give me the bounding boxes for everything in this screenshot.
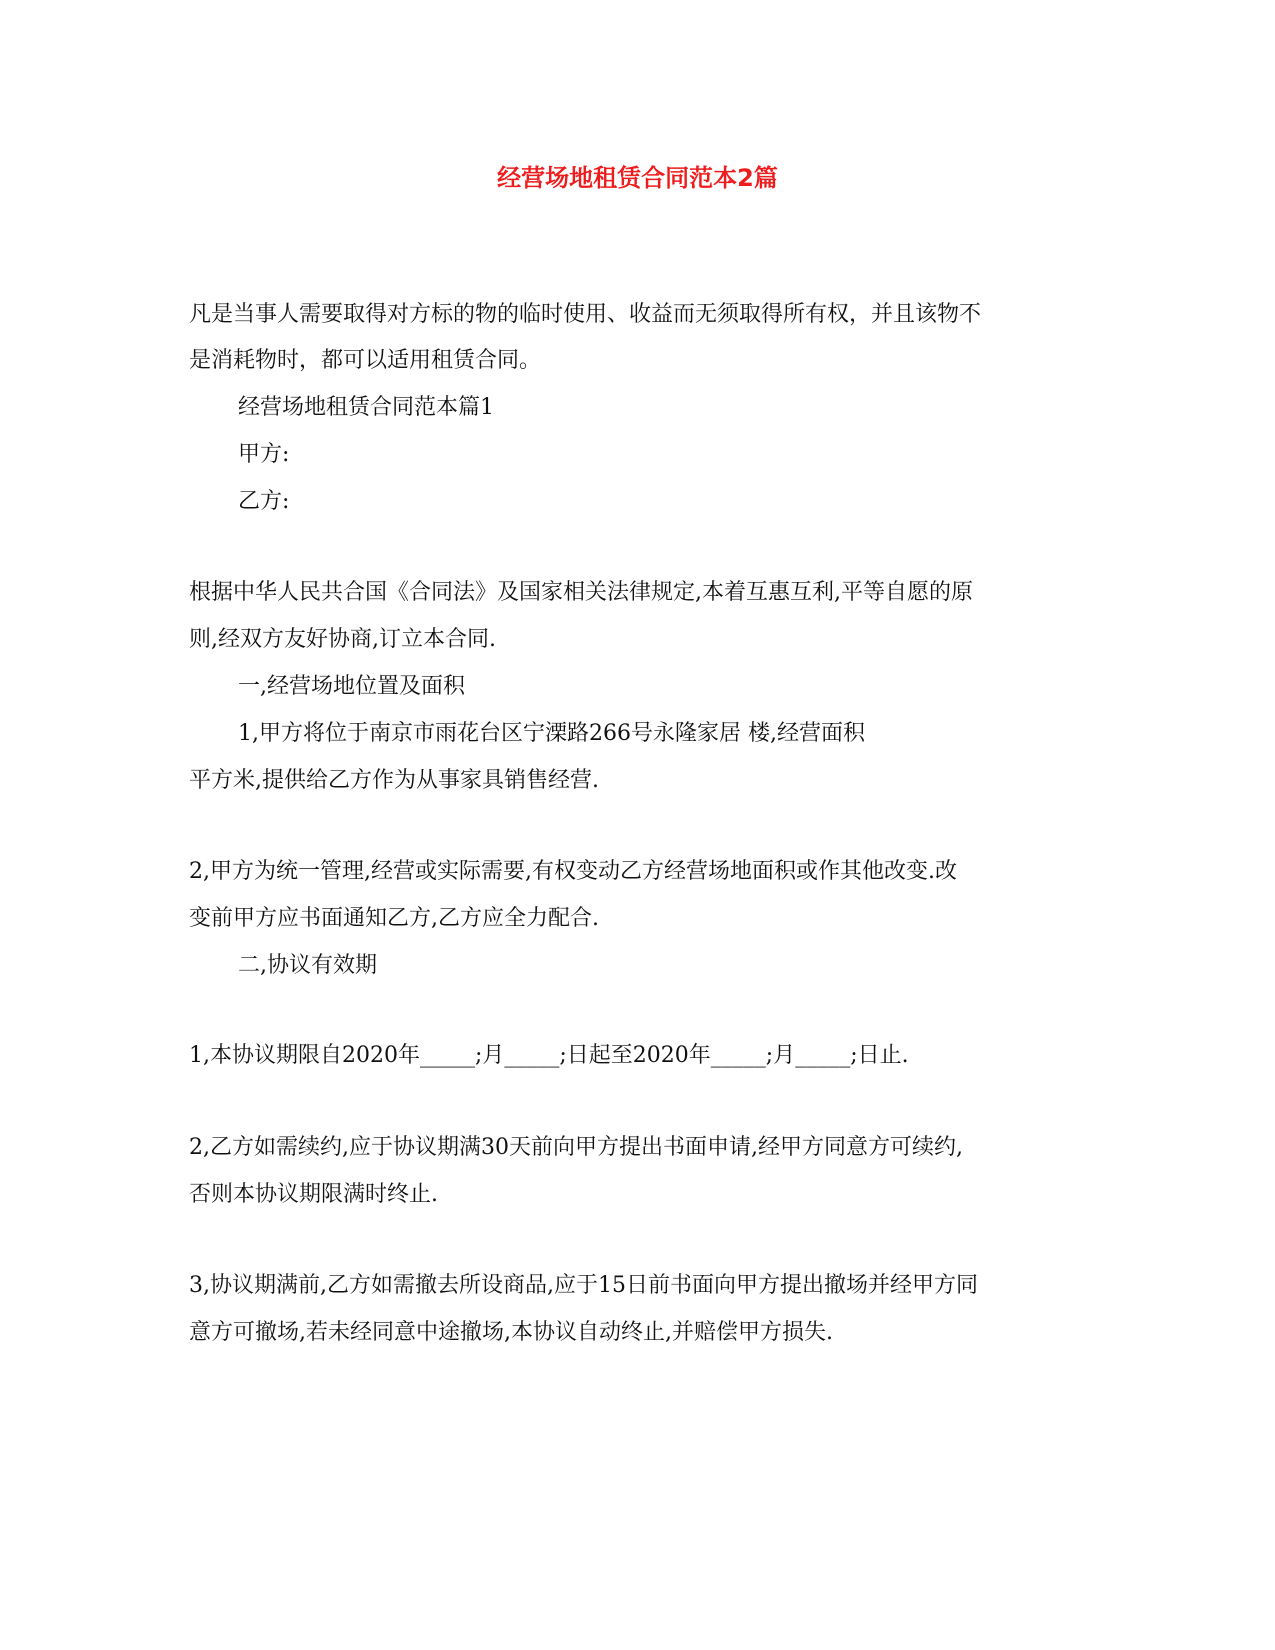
- article2-item3-line-1: 3,协议期满前,乙方如需撤去所设商品,应于15日前书面向甲方提出撤场并经甲方同: [189, 1273, 978, 1298]
- article2-item1: 1,本协议期限自2020年_____;月_____;日起至2020年_____;月_____;日止.: [189, 1043, 909, 1068]
- article2-item2-line-2: 否则本协议期限满时终止.: [189, 1182, 438, 1207]
- article1-item1-line-1: 1,甲方将位于南京市雨花台区宁溧路266号永隆家居 楼,经营面积: [238, 721, 865, 746]
- intro-line-1: 凡是当事人需要取得对方标的物的临时使用、收益而无须取得所有权，并且该物不: [189, 302, 982, 327]
- article1-item2-line-2: 变前甲方应书面通知乙方,乙方应全力配合.: [189, 906, 599, 931]
- preamble-line-1: 根据中华人民共合国《合同法》及国家相关法律规定,本着互惠互利,平等自愿的原: [189, 580, 973, 605]
- party-a-label: 甲方:: [238, 442, 290, 467]
- preamble-line-2: 则,经双方友好协商,订立本合同.: [189, 627, 496, 652]
- article1-item1-line-2: 平方米,提供给乙方作为从事家具销售经营.: [189, 768, 599, 793]
- article2-heading: 二,协议有效期: [238, 953, 377, 978]
- document-title: 经营场地租赁合同范本2篇: [497, 164, 778, 192]
- article1-item2-line-1: 2,甲方为统一管理,经营或实际需要,有权变动乙方经营场地面积或作其他改变.改: [189, 859, 957, 884]
- section-heading: 经营场地租赁合同范本篇1: [238, 395, 494, 420]
- article2-item3-line-2: 意方可撤场,若未经同意中途撤场,本协议自动终止,并赔偿甲方损失.: [189, 1320, 833, 1345]
- party-b-label: 乙方:: [238, 489, 290, 514]
- article2-item2-line-1: 2,乙方如需续约,应于协议期满30天前向甲方提出书面申请,经甲方同意方可续约,: [189, 1135, 963, 1160]
- intro-line-2: 是消耗物时，都可以适用租赁合同。: [189, 348, 542, 373]
- article1-heading: 一,经营场地位置及面积: [238, 674, 465, 699]
